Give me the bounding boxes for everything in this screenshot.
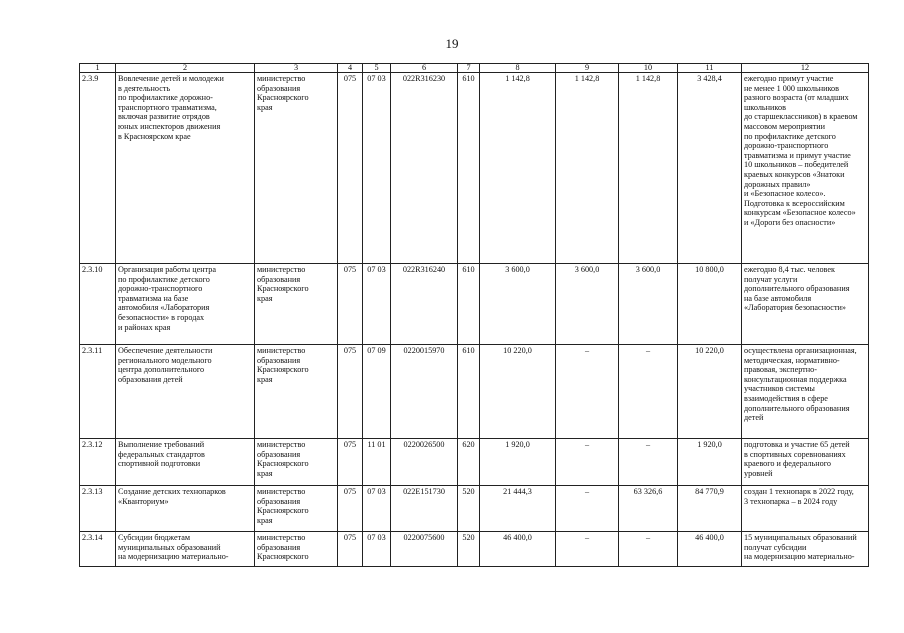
year2-amount: – [556,486,619,532]
csr-code: 0220015970 [391,345,458,439]
csr-code: 022E151730 [391,486,458,532]
column-number: 2 [116,64,255,73]
grbs-code: 075 [338,264,363,345]
grbs-code: 075 [338,345,363,439]
rzpr-code: 07 09 [363,345,391,439]
vr-code: 610 [458,73,480,264]
year1-amount: 3 600,0 [480,264,556,345]
grbs-code: 075 [338,486,363,532]
rzpr-code: 07 03 [363,532,391,567]
expected-result: ежегодно 8,4 тыс. человек получат услуги дополнительного образования на базе автомобиля «Лаборатория безопасности» [742,264,869,345]
executor: министерство образования Красноярского края [255,264,338,345]
total-amount: 10 220,0 [678,345,742,439]
expected-result: осуществлена организационная, методическая, нормативно- правовая, экспертно- консультационная поддержка участников системы взаимодействия в сфере дополнительного образования детей [742,345,869,439]
row-number: 2.3.13 [80,486,116,532]
executor: министерство образования Красноярского края [255,345,338,439]
row-number: 2.3.10 [80,264,116,345]
csr-code: 022R316240 [391,264,458,345]
table-row [80,486,869,532]
activity-name: Выполнение требований федеральных стандартов спортивной подготовки [116,439,255,486]
activity-name: Создание детских технопарков «Кванториум» [116,486,255,532]
year1-amount: 46 400,0 [480,532,556,567]
table-row [80,73,869,264]
year3-amount: 1 142,8 [619,73,678,264]
executor: министерство образования Красноярского края [255,73,338,264]
column-number: 3 [255,64,338,73]
csr-code: 0220026500 [391,439,458,486]
expected-result: подготовка и участие 65 детей в спортивных соревнованиях краевого и федерального уровней [742,439,869,486]
total-amount: 84 770,9 [678,486,742,532]
row-number: 2.3.12 [80,439,116,486]
rzpr-code: 11 01 [363,439,391,486]
row-number: 2.3.14 [80,532,116,567]
executor: министерство образования Красноярского [255,532,338,567]
table-row [80,345,869,439]
column-number: 7 [458,64,480,73]
year1-amount: 21 444,3 [480,486,556,532]
expected-result: 15 муниципальных образований получат субсидии на модернизацию материально- [742,532,869,567]
year2-amount: 1 142,8 [556,73,619,264]
year3-amount: – [619,439,678,486]
total-amount: 46 400,0 [678,532,742,567]
rzpr-code: 07 03 [363,73,391,264]
csr-code: 0220075600 [391,532,458,567]
column-number-row [80,64,869,73]
column-number: 1 [80,64,116,73]
year2-amount: – [556,439,619,486]
year2-amount: 3 600,0 [556,264,619,345]
column-number: 12 [742,64,869,73]
activity-name: Вовлечение детей и молодежи в деятельность по профилактике дорожно- транспортного травматизма, включая развитие отрядов юных инспекторов движения в Красноярском крае [116,73,255,264]
total-amount: 3 428,4 [678,73,742,264]
total-amount: 10 800,0 [678,264,742,345]
expected-result: создан 1 технопарк в 2022 году, 3 технопарка – в 2024 году [742,486,869,532]
year3-amount: – [619,345,678,439]
year1-amount: 1 920,0 [480,439,556,486]
year2-amount: – [556,532,619,567]
table-row [80,532,869,567]
table-row [80,264,869,345]
executor: министерство образования Красноярского края [255,486,338,532]
column-number: 6 [391,64,458,73]
executor: министерство образования Красноярского края [255,439,338,486]
grbs-code: 075 [338,439,363,486]
csr-code: 022R316230 [391,73,458,264]
table-row [80,439,869,486]
year1-amount: 1 142,8 [480,73,556,264]
vr-code: 520 [458,532,480,567]
column-number: 11 [678,64,742,73]
program-activities-table [79,63,869,567]
grbs-code: 075 [338,532,363,567]
activity-name: Субсидии бюджетам муниципальных образований на модернизацию материально- [116,532,255,567]
page-number: 19 [445,36,459,51]
column-number: 9 [556,64,619,73]
column-number: 8 [480,64,556,73]
year2-amount: – [556,345,619,439]
row-number: 2.3.11 [80,345,116,439]
total-amount: 1 920,0 [678,439,742,486]
year3-amount: 3 600,0 [619,264,678,345]
expected-result: ежегодно примут участие не менее 1 000 школьников разного возраста (от младших школьников до старшеклассников) в краевом массовом мероприятии по профилактике детского дорожно-транспортного травматизма и примут участие 10 школьников – победителей краевых конкурсов «Знатоки дорожных правил» и «Безопасное колесо». Подготовка к всероссийским конкурсам «Безопасное колесо» и «Дороги без опасности» [742,73,869,264]
column-number: 5 [363,64,391,73]
column-number: 4 [338,64,363,73]
column-number: 10 [619,64,678,73]
vr-code: 610 [458,345,480,439]
year3-amount: – [619,532,678,567]
rzpr-code: 07 03 [363,264,391,345]
activity-name: Организация работы центра по профилактике детского дорожно-транспортного травматизма на базе автомобиля «Лаборатория безопасности» в городах и районах края [116,264,255,345]
vr-code: 520 [458,486,480,532]
grbs-code: 075 [338,73,363,264]
year1-amount: 10 220,0 [480,345,556,439]
activity-name: Обеспечение деятельности регионального модельного центра дополнительного образования детей [116,345,255,439]
row-number: 2.3.9 [80,73,116,264]
vr-code: 620 [458,439,480,486]
year3-amount: 63 326,6 [619,486,678,532]
rzpr-code: 07 03 [363,486,391,532]
vr-code: 610 [458,264,480,345]
